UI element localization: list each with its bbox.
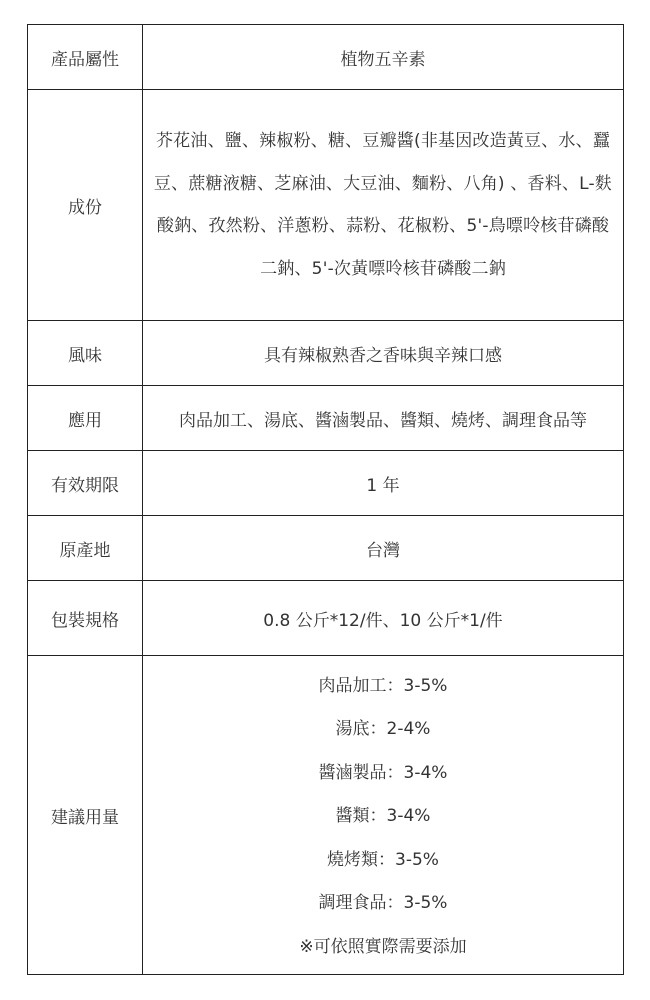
dosage-item: 湯底：2-4% bbox=[335, 719, 431, 740]
row-label: 風味 bbox=[28, 321, 143, 386]
row-label: 成份 bbox=[28, 90, 143, 321]
row-value: 1 年 bbox=[143, 451, 624, 516]
dosage-item: 燒烤類：3-5% bbox=[327, 849, 439, 870]
table-row bbox=[28, 25, 624, 90]
row-value bbox=[143, 386, 624, 451]
table-row bbox=[28, 516, 624, 581]
table-row bbox=[28, 451, 624, 516]
row-value: 台灣 bbox=[143, 516, 624, 581]
table-row bbox=[28, 321, 624, 386]
table-row bbox=[28, 90, 624, 321]
dosage-item: 醬滷製品：3-4% bbox=[318, 762, 448, 783]
dosage-item: 調理食品：3-5% bbox=[318, 893, 448, 914]
dosage-note: ※可依照實際需要添加 bbox=[299, 936, 467, 957]
product-spec-table bbox=[27, 24, 624, 975]
table-row bbox=[28, 656, 624, 975]
row-label: 原產地 bbox=[28, 516, 143, 581]
row-value bbox=[143, 90, 624, 321]
dosage-list bbox=[143, 661, 623, 970]
dosage-item: 肉品加工：3-5% bbox=[318, 675, 448, 696]
ingredients-text: 芥花油、鹽、辣椒粉、糖、豆瓣醬(非基因改造黃豆、水、蠶豆、蔗糖液糖、芝麻油、大豆油、麵粉、八角) 、香料、L-麩酸鈉、孜然粉、洋蔥粉、蒜粉、花椒粉、5'-鳥嘌呤核苷磷酸二鈉、5'-次黃嘌呤核苷磷酸二鈉 bbox=[153, 131, 613, 279]
table-row bbox=[28, 581, 624, 656]
row-label: 應用 bbox=[28, 386, 143, 451]
row-label: 有效期限 bbox=[28, 451, 143, 516]
row-value bbox=[143, 656, 624, 975]
row-label: 產品屬性 bbox=[28, 25, 143, 90]
row-value: 具有辣椒熟香之香味與辛辣口感 bbox=[143, 321, 624, 386]
row-value: 0.8 公斤*12/件、10 公斤*1/件 bbox=[143, 581, 624, 656]
application-text: 肉品加工、湯底、醬滷製品、醬類、燒烤、調理食品等 bbox=[179, 410, 587, 431]
dosage-item: 醬類：3-4% bbox=[335, 806, 431, 827]
table-row bbox=[28, 386, 624, 451]
row-label: 包裝規格 bbox=[28, 581, 143, 656]
row-label: 建議用量 bbox=[28, 656, 143, 975]
row-value: 植物五辛素 bbox=[143, 25, 624, 90]
